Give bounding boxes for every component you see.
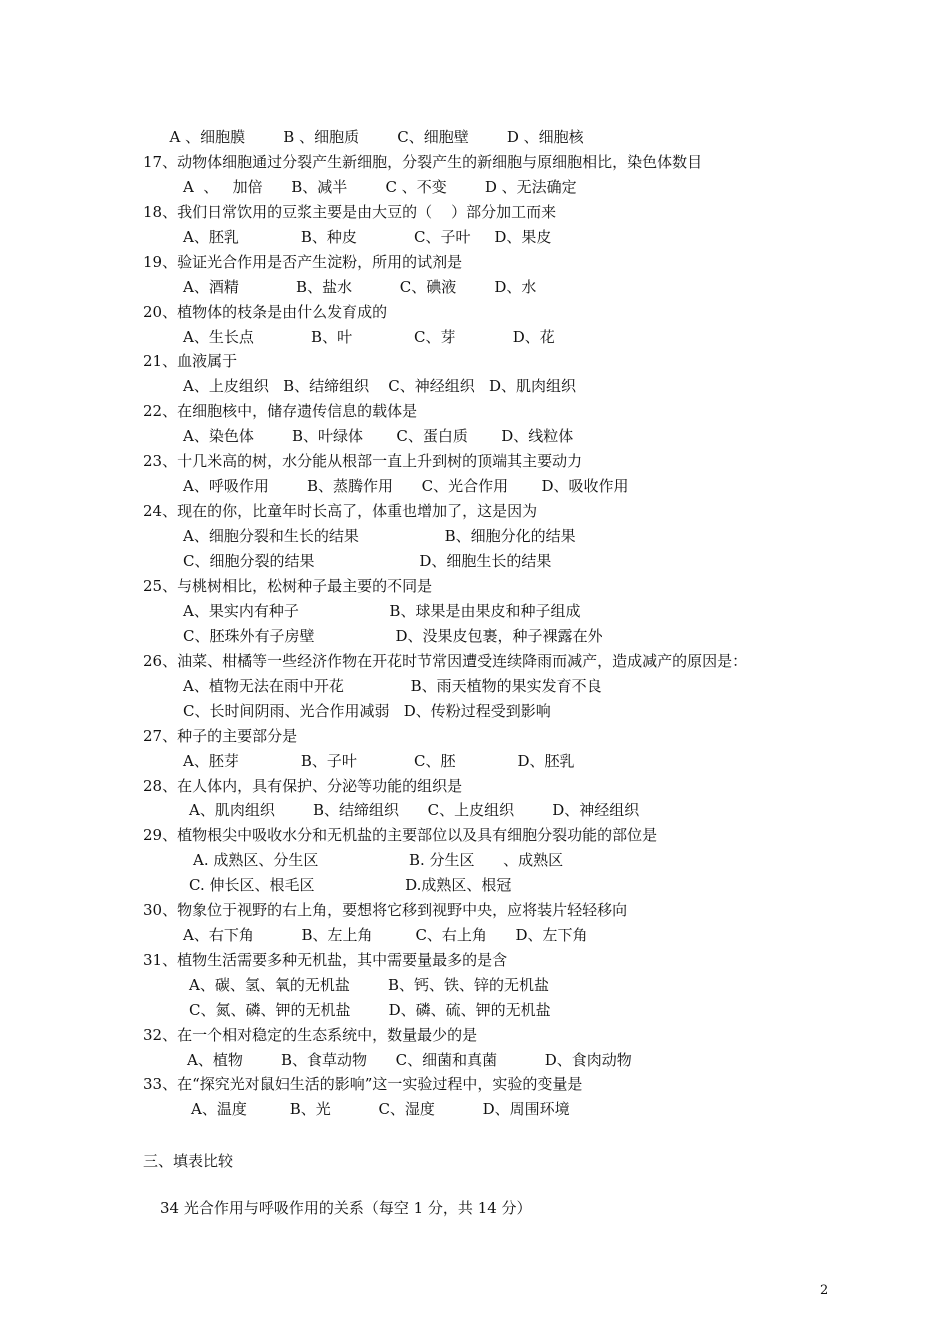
text-line: A、胚乳 B、种皮 C、子叶 D、果皮: [183, 228, 552, 246]
text-line: 25、与桃树相比，松树种子最主要的不同是: [143, 577, 433, 595]
text-line: 26、油菜、柑橘等一些经济作物在开花时节常因遭受连续降雨而减产，造成减产的原因是：: [143, 652, 748, 670]
text-line: 32、在一个相对稳定的生态系统中，数量最少的是: [143, 1026, 478, 1044]
text-line: A 、细胞膜 B 、细胞质 C、细胞壁 D 、细胞核: [160, 128, 584, 146]
text-line: A、染色体 B、叶绿体 C、蛋白质 D、线粒体: [183, 427, 574, 445]
text-line: 33、在“探究光对鼠妇生活的影响”这一实验过程中，实验的变量是: [143, 1075, 583, 1093]
text-line: A、右下角 B、左上角 C、右上角 D、左下角: [183, 926, 588, 944]
text-line: A 、 加倍 B、减半 C 、不变 D 、无法确定: [183, 178, 577, 196]
text-line: C、胚珠外有子房壁 D、没果皮包裹，种子裸露在外: [183, 627, 603, 645]
text-line: A、肌肉组织 B、结缔组织 C、上皮组织 D、神经组织: [189, 801, 640, 819]
text-line: 19、验证光合作用是否产生淀粉，所用的试剂是: [143, 253, 463, 271]
text-line: C、长时间阴雨、光合作用减弱 D、传粉过程受到影响: [183, 702, 551, 720]
text-line: A、植物 B、食草动物 C、细菌和真菌 D、食肉动物: [187, 1051, 632, 1069]
text-line: 18、我们日常饮用的豆浆主要是由大豆的（ ）部分加工而来: [143, 203, 557, 221]
text-line: 22、在细胞核中，储存遗传信息的载体是: [143, 402, 418, 420]
text-line: A、酒精 B、盐水 C、碘液 D、水: [183, 278, 537, 296]
text-line: C、氮、磷、钾的无机盐 D、磷、硫、钾的无机盐: [189, 1001, 551, 1019]
text-line: A、呼吸作用 B、蒸腾作用 C、光合作用 D、吸收作用: [183, 477, 629, 495]
text-line: 24、现在的你，比童年时长高了，体重也增加了，这是因为: [143, 502, 538, 520]
text-line: A、上皮组织 B、结缔组织 C、神经组织 D、肌肉组织: [183, 377, 577, 395]
text-line: 17、动物体细胞通过分裂产生新细胞，分裂产生的新细胞与原细胞相比，染色体数目: [143, 153, 703, 171]
text-line: 23、十几米高的树，水分能从根部一直上升到树的顶端其主要动力: [143, 452, 583, 470]
page-number: 2: [820, 1283, 829, 1298]
text-line: A、生长点 B、叶 C、芽 D、花: [183, 328, 555, 346]
text-line: 28、在人体内，具有保护、分泌等功能的组织是: [143, 777, 463, 795]
text-line: C. 伸长区、根毛区 D.成熟区、根冠: [189, 876, 512, 894]
text-line: 27、种子的主要部分是: [143, 727, 298, 745]
text-line: 31、植物生活需要多种无机盐，其中需要量最多的是含: [143, 951, 508, 969]
text-line: C、细胞分裂的结果 D、细胞生长的结果: [183, 552, 552, 570]
text-line: 20、植物体的枝条是由什么发育成的: [143, 303, 388, 321]
text-line: A. 成熟区、分生区 B. 分生区 、成熟区: [193, 851, 564, 869]
text-line: 30、物象位于视野的右上角，要想将它移到视野中央，应将装片轻轻移向: [143, 901, 628, 919]
text-line: A、植物无法在雨中开花 B、雨天植物的果实发育不良: [183, 677, 602, 695]
text-line: A、胚芽 B、子叶 C、胚 D、胚乳: [183, 752, 575, 770]
text-line: 21、血液属于: [143, 352, 238, 370]
text-line: A、碳、氢、氧的无机盐 B、钙、铁、锌的无机盐: [189, 976, 550, 994]
text-line: 34 光合作用与呼吸作用的关系（每空 1 分，共 14 分）: [160, 1199, 532, 1217]
text-line: A、果实内有种子 B、球果是由果皮和种子组成: [183, 602, 581, 620]
text-line: 三、填表比较: [143, 1152, 234, 1170]
text-line: 29、植物根尖中吸收水分和无机盐的主要部位以及具有细胞分裂功能的部位是: [143, 826, 658, 844]
text-line: A、细胞分裂和生长的结果 B、细胞分化的结果: [183, 527, 576, 545]
text-line: A、温度 B、光 C、湿度 D、周围环境: [191, 1100, 570, 1118]
